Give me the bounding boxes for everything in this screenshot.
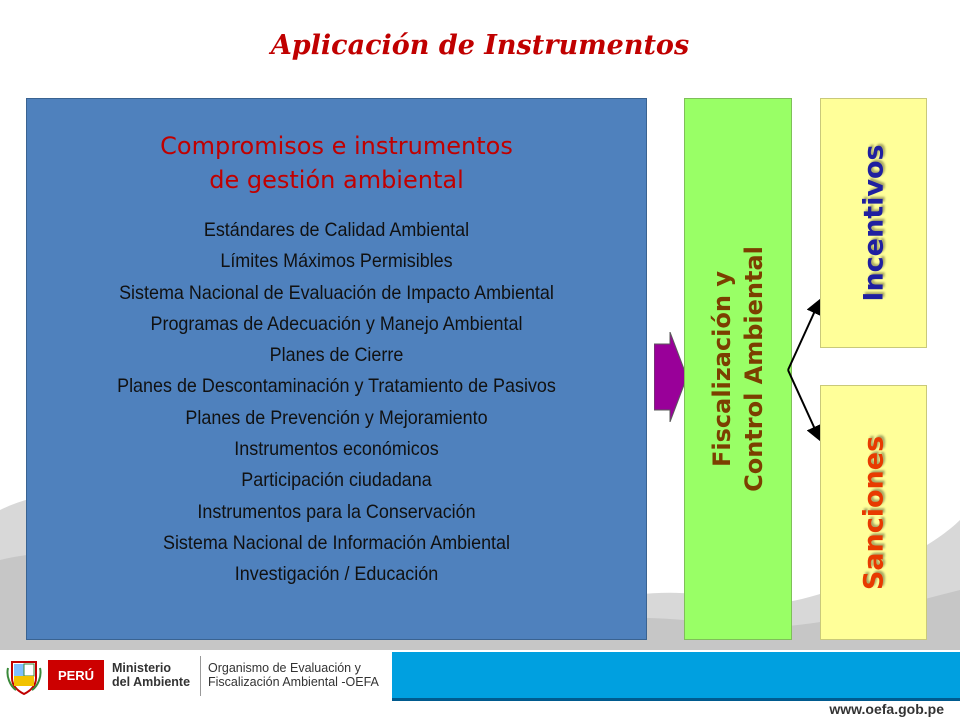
list-item: Sistema Nacional de Evaluación de Impacto Ambiental (119, 281, 554, 304)
incentivos-label: Incentivos (858, 144, 889, 302)
agency-line-2: Fiscalización Ambiental -OEFA (208, 675, 379, 689)
incentivos-box (820, 98, 927, 348)
slide-title: Aplicación de Instrumentos (270, 30, 690, 61)
list-item: Instrumentos para la Conservación (197, 500, 476, 523)
heading-line-2: de gestión ambiental (209, 166, 464, 194)
list-item: Participación ciudadana (241, 469, 432, 492)
instruments-list (27, 215, 646, 591)
fiscalizacion-line-2: Control Ambiental (740, 246, 768, 492)
ministry-line-2: del Ambiente (112, 675, 191, 689)
fiscalizacion-label (706, 246, 770, 492)
list-item: Programas de Adecuación y Manejo Ambiental (150, 312, 523, 335)
heading-line-1: Compromisos e instrumentos (160, 132, 513, 160)
list-item: Planes de Descontaminación y Tratamiento de Pasivos (117, 375, 556, 398)
peru-badge: PERÚ (48, 660, 104, 690)
arrow-right-icon (654, 332, 688, 422)
list-item: Investigación / Educación (234, 563, 439, 586)
footer-divider (200, 656, 201, 696)
sanciones-label: Sanciones (858, 435, 889, 590)
fiscalizacion-box (684, 98, 792, 640)
list-item: Límites Máximos Permisibles (220, 250, 453, 273)
sanciones-box (820, 385, 927, 640)
agency-line-1: Organismo de Evaluación y (208, 661, 361, 675)
list-item: Planes de Cierre (269, 344, 404, 367)
list-item: Estándares de Calidad Ambiental (203, 219, 470, 241)
footer-blue-band (392, 652, 960, 698)
ministry-label (112, 661, 190, 689)
website-link[interactable]: www.oefa.gob.pe (829, 701, 944, 717)
instruments-box (26, 98, 647, 640)
instruments-heading (27, 129, 646, 197)
list-item: Instrumentos económicos (234, 438, 439, 461)
fiscalizacion-line-1: Fiscalización y (708, 271, 736, 467)
agency-label (208, 661, 388, 689)
list-item: Sistema Nacional de Información Ambiental (162, 531, 511, 554)
ministry-line-1: Ministerio (112, 661, 172, 675)
coat-of-arms-logo (6, 656, 42, 696)
list-item: Planes de Prevención y Mejoramiento (185, 406, 488, 429)
